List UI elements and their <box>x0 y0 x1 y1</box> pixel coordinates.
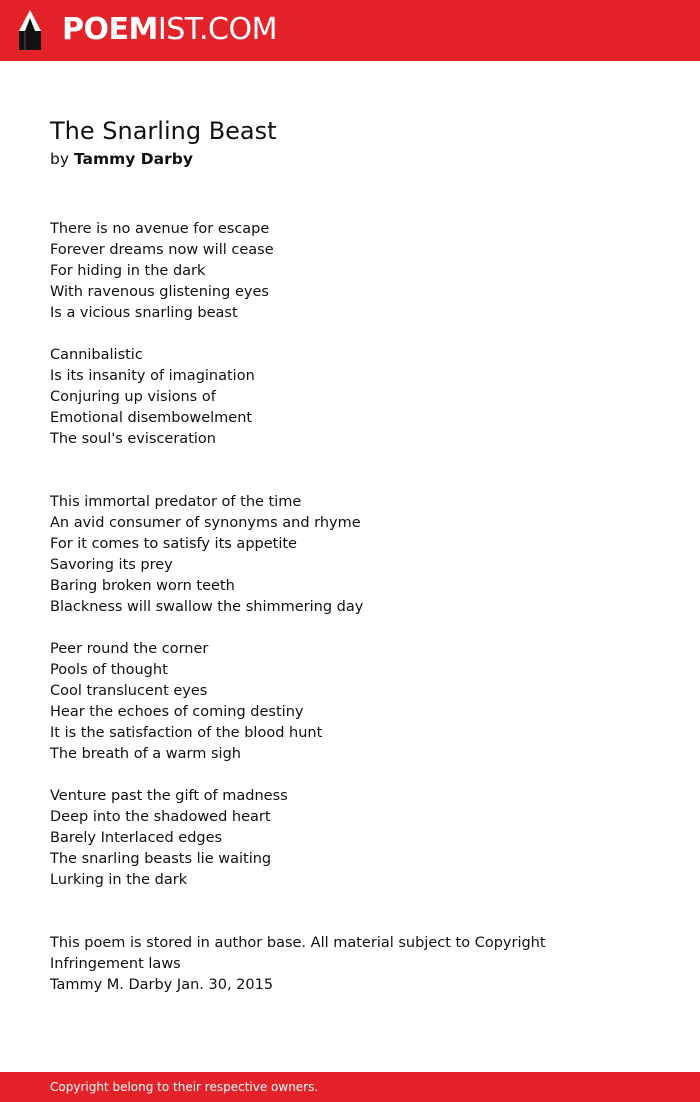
poem-line: Baring broken worn teeth <box>50 578 235 594</box>
stanza-gap <box>50 765 660 786</box>
pencil-icon[interactable] <box>17 9 43 51</box>
poem-line: It is the satisfaction of the blood hunt <box>50 725 323 741</box>
stanza-gap <box>50 471 660 492</box>
poem-line: Is a vicious snarling beast <box>50 305 238 321</box>
site-logo-text[interactable] <box>62 12 277 48</box>
footer-copyright: Copyright belong to their respective owners. <box>50 1080 319 1094</box>
poem-line: For hiding in the dark <box>50 263 206 279</box>
poem-line: There is no avenue for escape <box>50 221 270 237</box>
poem-line: This poem is stored in author base. All material subject to Copyright <box>50 935 546 951</box>
poem-line: With ravenous glistening eyes <box>50 284 269 300</box>
poem-line: Venture past the gift of madness <box>50 788 288 804</box>
poem-line: For it comes to satisfy its appetite <box>50 536 297 552</box>
poem-line: This immortal predator of the time <box>50 494 302 510</box>
brand-bold: POEM <box>62 12 158 47</box>
poem-line: An avid consumer of synonyms and rhyme <box>50 515 361 531</box>
poem-line: Barely Interlaced edges <box>50 830 223 846</box>
poem-line: Blackness will swallow the shimmering day <box>50 599 364 615</box>
stanza-gap <box>50 324 660 345</box>
poem-line: The soul's evisceration <box>50 431 216 447</box>
poem-line: Emotional disembowelment <box>50 410 253 426</box>
poem-line: Infringement laws <box>50 956 181 972</box>
poem-line: Is its insanity of imagination <box>50 368 255 384</box>
poem-line: Conjuring up visions of <box>50 389 216 405</box>
poem-body <box>50 219 660 996</box>
author-name: Tammy Darby <box>73 150 193 168</box>
poem-line: Tammy M. Darby Jan. 30, 2015 <box>50 977 274 993</box>
poem-line: Peer round the corner <box>50 641 209 657</box>
stanza-gap <box>50 618 660 639</box>
poem-line: Deep into the shadowed heart <box>50 809 271 825</box>
poem-title: The Snarling Beast <box>50 117 277 145</box>
poem-line: Savoring its prey <box>50 557 173 573</box>
byline <box>50 148 193 170</box>
poem-line: The snarling beasts lie waiting <box>50 851 272 867</box>
poem-line: Pools of thought <box>50 662 168 678</box>
stanza-gap <box>50 891 660 912</box>
poem-line: Forever dreams now will cease <box>50 242 274 258</box>
by-prefix: by <box>50 150 70 168</box>
site-footer <box>0 1072 700 1102</box>
site-header <box>0 0 700 61</box>
poem-line: Hear the echoes of coming destiny <box>50 704 304 720</box>
poem-line: Cool translucent eyes <box>50 683 208 699</box>
brand-light: IST.COM <box>157 12 277 47</box>
poem-line: The breath of a warm sigh <box>50 746 241 762</box>
poem-line: Cannibalistic <box>50 347 143 363</box>
poem-line: Lurking in the dark <box>50 872 188 888</box>
stanza-gap <box>50 450 660 471</box>
stanza-gap <box>50 912 660 933</box>
